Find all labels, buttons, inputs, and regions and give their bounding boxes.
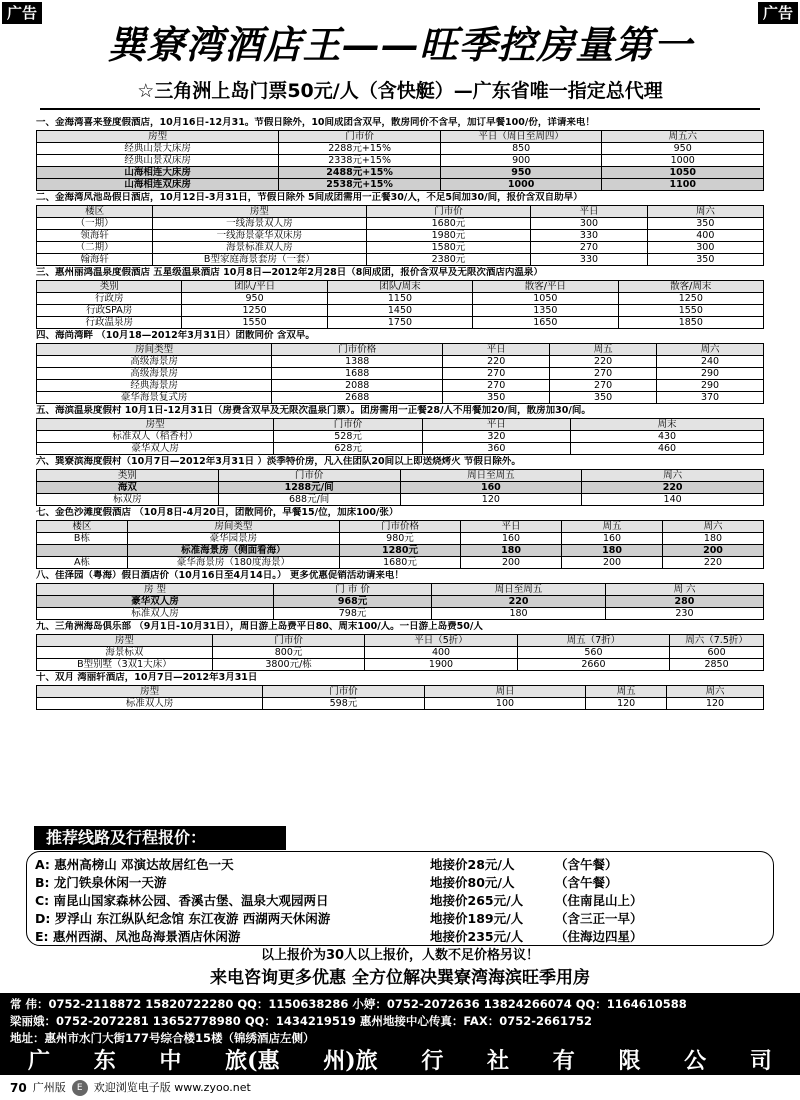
- table-cell: 360: [422, 443, 570, 455]
- table-row: [37, 167, 764, 179]
- table-cell: 160: [400, 482, 582, 494]
- price-note: 以上报价为30人以上报价，人数不足价格另议！: [260, 948, 540, 963]
- page-number: 70: [10, 1081, 27, 1095]
- route-note: （含午餐）: [555, 875, 618, 890]
- table-cell: 周五六: [602, 131, 764, 143]
- table-cell: 120: [400, 494, 582, 506]
- table-cell: 经典山景大床房: [37, 143, 279, 155]
- table-cell: 周六: [657, 344, 764, 356]
- table-cell: 300: [531, 218, 647, 230]
- table-cell: 1650: [473, 317, 618, 329]
- table-cell: 房间类型: [127, 521, 339, 533]
- address-line: 地址：惠州市水门大街177号综合楼15楼（锦绣酒店左侧）: [10, 1031, 315, 1045]
- table-cell: 2088: [272, 380, 443, 392]
- table-cell: 标准双人房: [37, 608, 274, 620]
- table-cell: 门 市 价: [274, 584, 432, 596]
- table-cell: 周五: [562, 521, 663, 533]
- table-header-row: [37, 281, 764, 293]
- table-header-row: [37, 131, 764, 143]
- table-cell: 高级海景房: [37, 368, 272, 380]
- section-title: 二、金海湾凤池岛假日酒店，10月12日-3月31日，节假日除外 5间成团需用一正餐30/人，不足5间加30/间，报价含双自助早）: [36, 192, 583, 203]
- table-cell: 270: [531, 242, 647, 254]
- table-cell: 高级海景房: [37, 356, 272, 368]
- table-row: [37, 482, 764, 494]
- table-cell: 翰海轩: [37, 254, 153, 266]
- table-cell: 山海相连双床房: [37, 179, 279, 191]
- table-cell: 220: [550, 356, 657, 368]
- table-cell: 1900: [365, 659, 517, 671]
- table-cell: 周六（7.5折）: [670, 635, 764, 647]
- company-name-char: 广: [28, 1047, 51, 1074]
- table-cell: B型家庭海景套房（一套）: [153, 254, 366, 266]
- table-header-row: [37, 521, 764, 533]
- table-cell: 688元/间: [218, 494, 400, 506]
- table-row: [37, 293, 764, 305]
- table-cell: B栋: [37, 533, 128, 545]
- table-cell: 山海相连大床房: [37, 167, 279, 179]
- table-cell: 1388: [272, 356, 443, 368]
- table-cell: 周五（7折）: [517, 635, 669, 647]
- route-name: A: 惠州高榜山 邓演达故居红色一天: [35, 857, 234, 872]
- contact-line: 梁丽娥：0752-2072281 13652778980 QQ：1434219519 惠州地接中心传真：FAX：0752-2661752: [10, 1014, 592, 1028]
- table-cell: 598元: [263, 698, 425, 710]
- table-cell: 220: [443, 356, 550, 368]
- table-cell: 门市价: [366, 206, 531, 218]
- company-name-char: 东: [93, 1047, 116, 1074]
- table-cell: 900: [440, 155, 602, 167]
- table-cell: 270: [443, 380, 550, 392]
- table-row: [37, 368, 764, 380]
- route-item: [35, 928, 763, 946]
- headline: 巽寮湾酒店王——旺季控房量第一: [107, 22, 693, 67]
- table-cell: 220: [663, 557, 764, 569]
- table-cell: 220: [432, 596, 606, 608]
- routes-box: [26, 851, 774, 946]
- ad-tag-right: 广告: [758, 2, 798, 24]
- table-cell: 2488元+15%: [279, 167, 441, 179]
- table-cell: 平日: [422, 419, 570, 431]
- table-cell: 180: [461, 545, 562, 557]
- section-title: 三、惠州丽鸿温泉度假酒店 五星级温泉酒店 10月8日—2012年2月28日（8间成团，报价含双早及无限次酒店内温泉）: [36, 267, 543, 278]
- table-cell: 类别: [37, 470, 219, 482]
- route-name: E: 惠州西湖、凤池岛海景酒店休闲游: [35, 929, 241, 944]
- table-cell: 528元: [274, 431, 422, 443]
- table-cell: 周末: [571, 419, 764, 431]
- table-cell: 豪华双人房: [37, 443, 274, 455]
- table-cell: 房 型: [37, 584, 274, 596]
- table-cell: 370: [657, 392, 764, 404]
- contact-line: 常 伟：0752-2118872 15820722280 QQ：1150638286 小婷：0752-2072636 13824266074 QQ：1164610588: [10, 997, 687, 1011]
- table-row: [37, 659, 764, 671]
- table-cell: 平日: [461, 521, 562, 533]
- table-cell: 团队/平日: [182, 281, 327, 293]
- section-title: 九、三角洲海岛俱乐部 （9月1日-10月31日），周日游上岛费平日80、周末100/人。一日游上岛费50/人: [36, 621, 483, 632]
- table-cell: 628元: [274, 443, 422, 455]
- table-cell: 350: [647, 254, 763, 266]
- table-cell: 门市价: [263, 686, 425, 698]
- route-note: （含午餐）: [555, 857, 618, 872]
- section-title: 八、佳泽园（粤海）假日酒店价（10月16日至4月14日。） 更多优惠促销活动请来电！: [36, 570, 404, 581]
- table-cell: 1150: [327, 293, 472, 305]
- table-cell: 300: [647, 242, 763, 254]
- route-name: C: 南昆山国家森林公园、香溪古堡、温泉大观园两日: [35, 893, 329, 908]
- table-cell: 400: [647, 230, 763, 242]
- hotel-section: [36, 456, 764, 506]
- route-note: （住南昆山上）: [555, 893, 643, 908]
- table-cell: 2288元+15%: [279, 143, 441, 155]
- table-cell: 1288元/间: [218, 482, 400, 494]
- table-cell: 1550: [618, 305, 763, 317]
- table-cell: 220: [582, 482, 764, 494]
- table-cell: 980元: [339, 533, 460, 545]
- table-row: [37, 596, 764, 608]
- table-cell: 豪华海景房（180度海景）: [127, 557, 339, 569]
- table-cell: 一线海景双人房: [153, 218, 366, 230]
- table-row: [37, 647, 764, 659]
- table-row: [37, 179, 764, 191]
- table-row: [37, 545, 764, 557]
- rate-table: [36, 520, 764, 569]
- table-cell: 160: [562, 533, 663, 545]
- ad-tag-left: 广告: [2, 2, 42, 24]
- edition-badge-icon: E: [72, 1080, 88, 1096]
- table-cell: 270: [443, 368, 550, 380]
- table-cell: 350: [443, 392, 550, 404]
- hotel-section: [36, 507, 764, 569]
- table-cell: 门市价格: [339, 521, 460, 533]
- table-cell: 430: [571, 431, 764, 443]
- promo-slogan: 来电咨询更多优惠 全方位解决巽寮湾海滨旺季用房: [210, 968, 590, 988]
- table-cell: 270: [550, 368, 657, 380]
- route-item: [35, 892, 763, 910]
- table-row: [37, 305, 764, 317]
- table-cell: 海景标准双人房: [153, 242, 366, 254]
- table-cell: 1350: [473, 305, 618, 317]
- table-cell: 豪华园景房: [127, 533, 339, 545]
- table-cell: 1550: [182, 317, 327, 329]
- table-cell: 200: [562, 557, 663, 569]
- table-header-row: [37, 344, 764, 356]
- table-header-row: [37, 686, 764, 698]
- rate-table: [36, 634, 764, 671]
- company-name-char: 州)旅: [323, 1047, 378, 1074]
- table-cell: 160: [461, 533, 562, 545]
- section-title: 一、金海湾喜来登度假酒店，10月16日-12月31。节假日除外，10间成团含双早，散房同价不含早，加订早餐100/份，详请来电！: [36, 117, 595, 128]
- table-cell: 周 六: [605, 584, 763, 596]
- table-cell: 1680元: [366, 218, 531, 230]
- rate-table: [36, 583, 764, 620]
- table-cell: 豪华海景复式房: [37, 392, 272, 404]
- table-cell: 950: [602, 143, 764, 155]
- company-name: [0, 1043, 800, 1075]
- table-cell: 800元: [212, 647, 364, 659]
- table-cell: 楼区: [37, 206, 153, 218]
- table-cell: 330: [531, 230, 647, 242]
- table-cell: 周日: [424, 686, 586, 698]
- table-cell: 周六: [647, 206, 763, 218]
- table-cell: 1688: [272, 368, 443, 380]
- table-cell: A栋: [37, 557, 128, 569]
- table-row: [37, 356, 764, 368]
- table-header-row: [37, 419, 764, 431]
- route-price: 地接价28元/人: [430, 857, 515, 872]
- table-cell: （二期）: [37, 242, 153, 254]
- table-cell: 标准双人（稻香村）: [37, 431, 274, 443]
- table-cell: 350: [550, 392, 657, 404]
- table-cell: 房型: [37, 131, 279, 143]
- table-cell: 房型: [37, 686, 263, 698]
- routes-title: 推荐线路及行程报价：: [34, 826, 286, 850]
- table-cell: 房型: [37, 419, 274, 431]
- table-cell: 290: [657, 380, 764, 392]
- table-cell: 2850: [670, 659, 764, 671]
- table-cell: 2338元+15%: [279, 155, 441, 167]
- table-cell: 门市价格: [272, 344, 443, 356]
- table-row: [37, 698, 764, 710]
- table-row: [37, 557, 764, 569]
- rate-table: [36, 280, 764, 329]
- company-name-char: 有: [552, 1047, 575, 1074]
- table-cell: 798元: [274, 608, 432, 620]
- section-title: 五、海滨温泉度假村 10月1日-12月31日（房费含双早及无限次温泉门票）。团房需用一正餐28/人不用餐加20/间，散房加30/间。: [36, 405, 591, 416]
- route-note: （含三正一早）: [555, 911, 643, 926]
- rate-table: [36, 130, 764, 191]
- table-row: [37, 431, 764, 443]
- route-price: 地接价189元/人: [430, 911, 524, 926]
- table-cell: 1850: [618, 317, 763, 329]
- table-cell: 海双: [37, 482, 219, 494]
- table-cell: 1100: [602, 179, 764, 191]
- company-name-char: 公: [684, 1047, 707, 1074]
- hotel-section: [36, 672, 764, 710]
- subline: ☆三角洲上岛门票50元/人（含快艇）—广东省唯一指定总代理: [137, 80, 663, 102]
- table-row: [37, 254, 764, 266]
- table-cell: 经典海景房: [37, 380, 272, 392]
- table-cell: 330: [531, 254, 647, 266]
- route-note: （住海边四星）: [555, 929, 643, 944]
- table-cell: 290: [657, 368, 764, 380]
- table-cell: 240: [657, 356, 764, 368]
- table-cell: 200: [461, 557, 562, 569]
- route-item: [35, 874, 763, 892]
- table-row: [37, 242, 764, 254]
- table-cell: 200: [663, 545, 764, 557]
- table-row: [37, 380, 764, 392]
- table-cell: 850: [440, 143, 602, 155]
- table-cell: 门市价: [279, 131, 441, 143]
- table-cell: 950: [440, 167, 602, 179]
- table-row: [37, 155, 764, 167]
- section-title: 七、金色沙滩度假酒店 （10月8日-4月20日，团散同价，早餐15/位，加床100/张）: [36, 507, 399, 518]
- table-cell: 3800元/栋: [212, 659, 364, 671]
- hotel-section: [36, 621, 764, 671]
- table-cell: 1000: [602, 155, 764, 167]
- table-cell: 560: [517, 647, 669, 659]
- table-cell: 2380元: [366, 254, 531, 266]
- table-cell: 180: [663, 533, 764, 545]
- route-item: [35, 910, 763, 928]
- table-cell: 周五: [586, 686, 667, 698]
- route-name: B: 龙门铁泉休闲一天游: [35, 875, 167, 890]
- edition-label: 广州版: [32, 1081, 66, 1094]
- hotel-section: [36, 330, 764, 404]
- table-cell: 270: [550, 380, 657, 392]
- route-price: 地接价265元/人: [430, 893, 524, 908]
- table-row: [37, 218, 764, 230]
- table-cell: 120: [667, 698, 764, 710]
- table-cell: 门市价: [218, 470, 400, 482]
- rate-table: [36, 205, 764, 266]
- table-cell: 1750: [327, 317, 472, 329]
- table-cell: 1680元: [339, 557, 460, 569]
- hotel-section: [36, 192, 764, 266]
- table-cell: 行政温泉房: [37, 317, 182, 329]
- hotel-section: [36, 570, 764, 620]
- table-cell: 1280元: [339, 545, 460, 557]
- table-cell: 1250: [618, 293, 763, 305]
- table-cell: 房间类型: [37, 344, 272, 356]
- rate-table: [36, 418, 764, 455]
- table-cell: 散客/周末: [618, 281, 763, 293]
- table-row: [37, 443, 764, 455]
- page-footer: [10, 1079, 251, 1097]
- table-cell: 周五: [550, 344, 657, 356]
- table-cell: （一期）: [37, 218, 153, 230]
- route-price: 地接价235元/人: [430, 929, 524, 944]
- table-cell: 180: [562, 545, 663, 557]
- section-title: 六、巽寮滨海度假村（10月7日—2012年3月31日 ）淡季特价房，凡入住团队20间以上即送烧烤火 节假日除外。: [36, 456, 521, 467]
- table-header-row: [37, 584, 764, 596]
- table-cell: 豪华双人房: [37, 596, 274, 608]
- table-cell: 1580元: [366, 242, 531, 254]
- table-cell: 类别: [37, 281, 182, 293]
- table-row: [37, 230, 764, 242]
- table-cell: 2538元+15%: [279, 179, 441, 191]
- company-name-char: 旅(惠: [225, 1047, 280, 1074]
- rate-table: [36, 343, 764, 404]
- company-name-char: 行: [421, 1047, 444, 1074]
- company-name-char: 中: [159, 1047, 182, 1074]
- table-cell: 180: [432, 608, 606, 620]
- table-cell: 周六: [667, 686, 764, 698]
- company-name-char: 司: [749, 1047, 772, 1074]
- table-cell: 1250: [182, 305, 327, 317]
- table-cell: 230: [605, 608, 763, 620]
- company-name-char: 社: [487, 1047, 510, 1074]
- table-header-row: [37, 470, 764, 482]
- rate-table: [36, 469, 764, 506]
- hotel-section: [36, 117, 764, 191]
- table-cell: 1450: [327, 305, 472, 317]
- table-cell: 经典山景双床房: [37, 155, 279, 167]
- table-cell: 350: [647, 218, 763, 230]
- table-cell: B型别墅（3双1大床）: [37, 659, 213, 671]
- table-cell: 标准双人房: [37, 698, 263, 710]
- table-header-row: [37, 635, 764, 647]
- table-cell: 一线海景豪华双床房: [153, 230, 366, 242]
- table-cell: 1980元: [366, 230, 531, 242]
- table-cell: 140: [582, 494, 764, 506]
- table-cell: 标准海景房（侧面看海）: [127, 545, 339, 557]
- table-cell: 1050: [473, 293, 618, 305]
- table-cell: 楼区: [37, 521, 128, 533]
- table-cell: 标双房: [37, 494, 219, 506]
- company-name-char: 限: [618, 1047, 641, 1074]
- table-cell: 2660: [517, 659, 669, 671]
- table-cell: [37, 545, 128, 557]
- hotel-price-sections: [36, 117, 764, 711]
- table-row: [37, 608, 764, 620]
- table-cell: 周六: [663, 521, 764, 533]
- table-cell: 280: [605, 596, 763, 608]
- table-row: [37, 317, 764, 329]
- table-cell: 行政房: [37, 293, 182, 305]
- table-cell: 100: [424, 698, 586, 710]
- section-title: 十、双月 湾丽轩酒店，10月7日—2012年3月31日: [36, 672, 258, 683]
- table-cell: 周六: [582, 470, 764, 482]
- table-cell: 团队/周末: [327, 281, 472, 293]
- table-cell: 950: [182, 293, 327, 305]
- table-cell: 平日: [443, 344, 550, 356]
- table-cell: 房型: [153, 206, 366, 218]
- table-cell: 门市价: [212, 635, 364, 647]
- table-cell: 460: [571, 443, 764, 455]
- table-cell: 房型: [37, 635, 213, 647]
- table-cell: 散客/平日: [473, 281, 618, 293]
- route-price: 地接价80元/人: [430, 875, 515, 890]
- table-cell: 320: [422, 431, 570, 443]
- table-row: [37, 494, 764, 506]
- table-row: [37, 392, 764, 404]
- table-header-row: [37, 206, 764, 218]
- table-cell: 1000: [440, 179, 602, 191]
- table-cell: 周日至周五: [432, 584, 606, 596]
- route-item: [35, 856, 763, 874]
- table-cell: 周日至周五: [400, 470, 582, 482]
- hotel-section: [36, 405, 764, 455]
- top-divider: [40, 108, 760, 110]
- table-row: [37, 143, 764, 155]
- table-row: [37, 533, 764, 545]
- table-cell: 1050: [602, 167, 764, 179]
- website-slogan: 欢迎浏览电子版 www.zyoo.net: [93, 1081, 251, 1094]
- table-cell: 600: [670, 647, 764, 659]
- table-cell: 平日（5折）: [365, 635, 517, 647]
- table-cell: 400: [365, 647, 517, 659]
- table-cell: 120: [586, 698, 667, 710]
- route-name: D: 罗浮山 东江纵队纪念馆 东江夜游 西湖两天休闲游: [35, 911, 331, 926]
- rate-table: [36, 685, 764, 710]
- table-cell: 领海轩: [37, 230, 153, 242]
- table-cell: 平日（周日至周四）: [440, 131, 602, 143]
- hotel-section: [36, 267, 764, 329]
- table-cell: 968元: [274, 596, 432, 608]
- section-title: 四、海尚湾畔 （10月18—2012年3月31日）团散同价 含双早。: [36, 330, 315, 341]
- table-cell: 2688: [272, 392, 443, 404]
- table-cell: 行政SPA房: [37, 305, 182, 317]
- table-cell: 门市价: [274, 419, 422, 431]
- table-cell: 平日: [531, 206, 647, 218]
- table-cell: 海景标双: [37, 647, 213, 659]
